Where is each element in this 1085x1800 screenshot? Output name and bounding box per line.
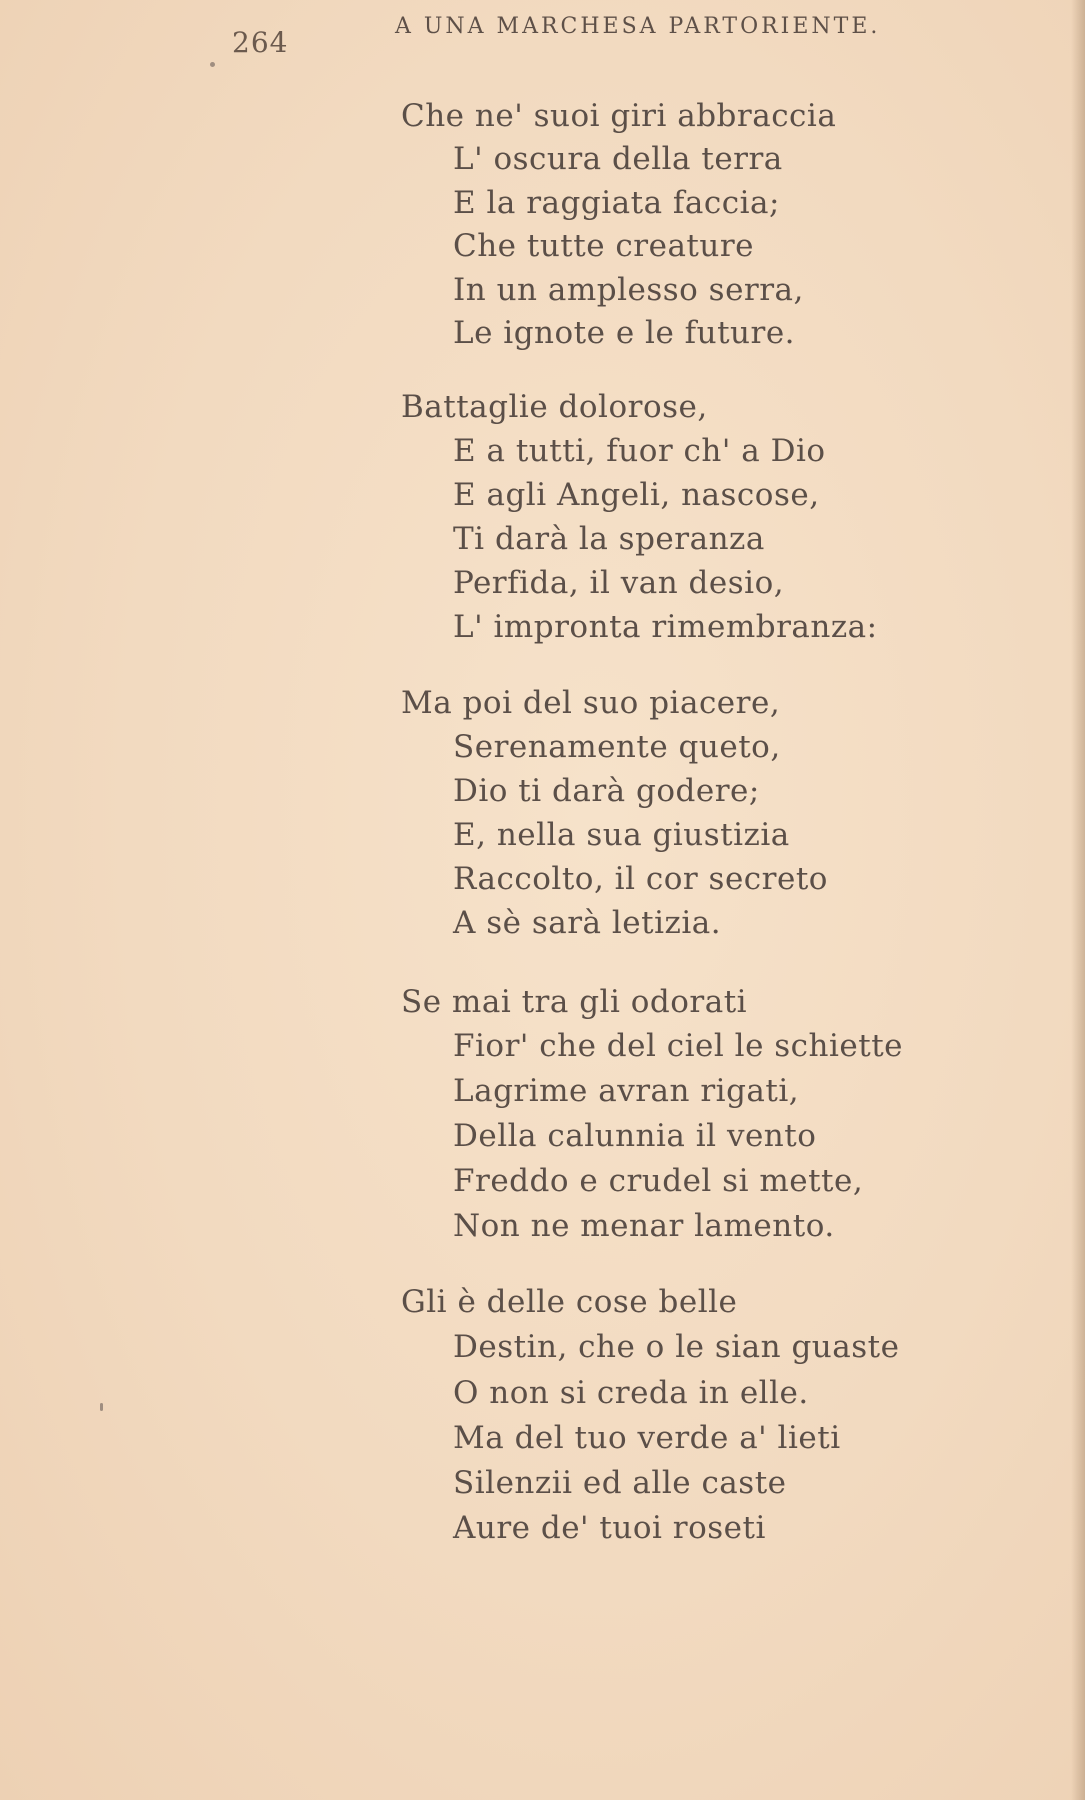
verse-line: Fior' che del ciel le schiette xyxy=(453,1028,904,1064)
verse-line: E la raggiata faccia; xyxy=(453,185,780,221)
verse-line: A sè sarà letizia. xyxy=(453,905,722,941)
verse-line: Non ne menar lamento. xyxy=(453,1208,835,1244)
verse-line: Freddo e crudel si mette, xyxy=(453,1163,864,1199)
verse-line: Destin, che o le sian guaste xyxy=(453,1329,900,1365)
running-title: A UNA MARCHESA PARTORIENTE. xyxy=(395,14,881,39)
verse-line: Gli è delle cose belle xyxy=(401,1284,738,1320)
verse-line: Le ignote e le future. xyxy=(453,315,796,351)
verse-line: Aure de' tuoi roseti xyxy=(453,1510,766,1546)
page-number: 264 xyxy=(232,26,289,59)
verse-line: Che ne' suoi giri abbraccia xyxy=(401,98,837,134)
page-edge-shadow xyxy=(1071,0,1085,1800)
verse-line: Lagrime avran rigati, xyxy=(453,1073,800,1109)
verse-line: Battaglie dolorose, xyxy=(401,389,708,425)
verse-line: Dio ti darà godere; xyxy=(453,773,760,809)
verse-line: Che tutte creature xyxy=(453,228,755,264)
verse-line: L' oscura della terra xyxy=(453,141,783,177)
verse-line: E agli Angeli, nascose, xyxy=(453,477,820,513)
verse-line: Ma poi del suo piacere, xyxy=(401,685,781,721)
verse-line: E, nella sua giustizia xyxy=(453,817,790,853)
verse-line: O non si creda in elle. xyxy=(453,1375,809,1411)
verse-line: E a tutti, fuor ch' a Dio xyxy=(453,433,826,469)
verse-line: Della calunnia il vento xyxy=(453,1118,817,1154)
paper-speck xyxy=(100,1403,103,1411)
paper-speck xyxy=(210,62,215,67)
verse-line: Perfida, il van desio, xyxy=(453,565,785,601)
verse-line: L' impronta rimembranza: xyxy=(453,609,878,645)
verse-line: In un amplesso serra, xyxy=(453,272,804,308)
verse-line: Raccolto, il cor secreto xyxy=(453,861,828,897)
verse-line: Ti darà la speranza xyxy=(453,521,765,557)
verse-line: Ma del tuo verde a' lieti xyxy=(453,1420,841,1456)
verse-line: Se mai tra gli odorati xyxy=(401,984,748,1020)
verse-line: Silenzii ed alle caste xyxy=(453,1465,787,1501)
verse-line: Serenamente queto, xyxy=(453,729,781,765)
